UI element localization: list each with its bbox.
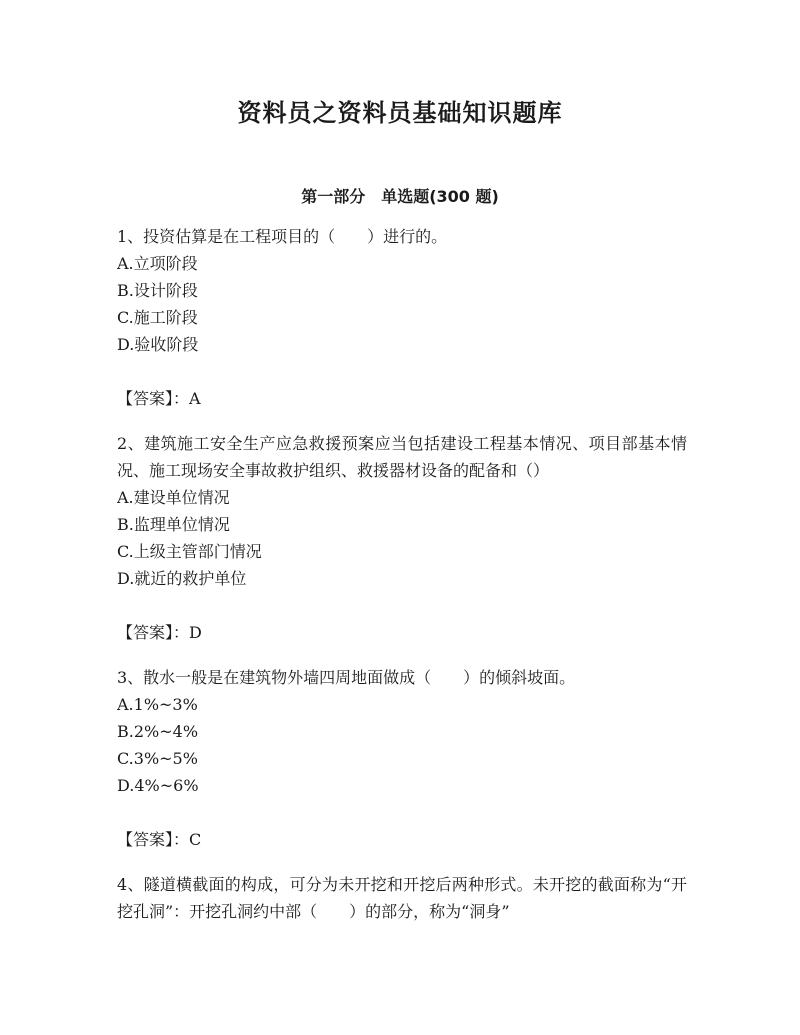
option-d: D.验收阶段 [117,335,199,354]
question-stem: 4、隧道横截面的构成，可分为未开挖和开挖后两种形式。未开挖的截面称为“开挖孔洞”：开挖孔洞约中部（ ）的部分，称为“洞身” [117,875,687,921]
answer-value: D [189,623,202,642]
option-b: B.监理单位情况 [117,515,230,534]
question-4 [117,871,687,925]
answer-label: 【答案】： [117,389,190,408]
option-c: C.上级主管部门情况 [117,542,262,561]
option-d: D.就近的救护单位 [117,569,247,588]
question-2 [117,430,687,646]
option-b: B.设计阶段 [117,281,198,300]
section-title: 第一部分 单选题(300 题) [301,187,499,206]
answer-label: 【答案】： [117,623,190,642]
option-a: A.立项阶段 [117,254,198,273]
document-title: 资料员之资料员基础知识题库 [237,99,563,127]
option-c: C.3%~5% [117,749,198,768]
answer-label: 【答案】： [117,830,190,849]
question-stem: 3、散水一般是在建筑物外墙四周地面做成（ ）的倾斜坡面。 [117,668,576,687]
option-d: D.4%~6% [117,776,199,795]
answer-line [117,385,687,412]
answer-value: A [189,389,201,408]
question-1 [117,223,687,412]
question-3 [117,664,687,853]
answer-value: C [189,830,202,849]
answer-line [117,619,687,646]
option-a: A.建设单位情况 [117,488,230,507]
option-a: A.1%~3% [117,695,198,714]
question-stem: 2、建筑施工安全生产应急救援预案应当包括建设工程基本情况、项目部基本情况、施工现场安全事故救护组织、救援器材设备的配备和（） [117,434,687,480]
question-list [117,223,687,943]
option-c: C.施工阶段 [117,308,198,327]
answer-line [117,826,687,853]
option-b: B.2%~4% [117,722,199,741]
question-stem: 1、投资估算是在工程项目的（ ）进行的。 [117,227,448,246]
